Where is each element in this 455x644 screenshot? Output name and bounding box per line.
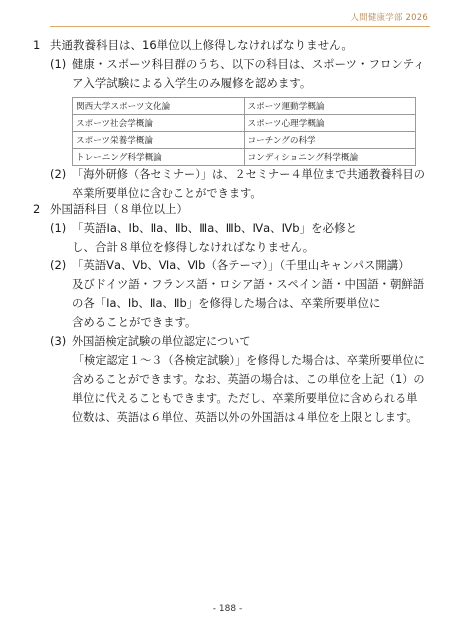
section1-item2-text xyxy=(72,165,425,203)
section1-heading: 共通教養科目は、16単位以上修得しなければなりません。 xyxy=(50,38,353,52)
header-rule xyxy=(50,26,430,27)
text-line: 単位に代えることもできます。ただし、卒業所要単位に含められる単 xyxy=(72,392,418,405)
text-line: 位数は、英語は６単位、英語以外の外国語は４単位を上限とします。 xyxy=(72,411,418,424)
text-line: 「英語Ⅰa、Ⅰb、Ⅱa、Ⅱb、Ⅲa、Ⅲb、Ⅳa、Ⅳb」を必修と xyxy=(72,221,358,235)
table-cell: トレーニング科学概論 xyxy=(73,149,245,166)
table-row xyxy=(73,132,416,149)
restricted-subjects-table xyxy=(72,97,416,166)
table-cell: コンディショニング科学概論 xyxy=(244,149,416,166)
section2-number: 2 xyxy=(33,202,41,216)
section1-number: 1 xyxy=(33,38,41,52)
text-line: 及びドイツ語・フランス語・ロシア語・スペイン語・中国語・朝鮮語 xyxy=(72,277,425,291)
table-row xyxy=(73,115,416,132)
text-line: 「検定認定１～３（各検定試験）」を修得した場合は、卒業所要単位に xyxy=(73,354,425,367)
table-row xyxy=(73,98,416,115)
text-line: の各「Ⅰa、Ⅰb、Ⅱa、Ⅱb」を修得した場合は、卒業所要単位に xyxy=(72,296,381,310)
text-line: 含めることができます。なお、英語の場合は、この単位を上記（1）の xyxy=(72,373,425,386)
section1-item2-marker: (2) xyxy=(50,167,67,181)
table-cell: コーチングの科学 xyxy=(244,132,416,149)
page-number: - 188 - xyxy=(212,604,243,614)
section2-item3-text xyxy=(72,332,425,427)
table-cell: スポーツ社会学概論 xyxy=(73,115,245,132)
section1-item1-marker: (1) xyxy=(50,57,67,71)
text-line: 卒業所要単位に含むことができます。 xyxy=(72,187,262,200)
table-cell: スポーツ心理学概論 xyxy=(244,115,416,132)
text-line: ア入学試験による入学生のみ履修を認めます。 xyxy=(72,76,312,90)
section1-item1-text xyxy=(72,55,425,93)
text-line: 「海外研修（各セミナー）」は、２セミナー４単位まで共通教養科目の xyxy=(72,168,425,181)
table-cell: 関西大学スポーツ文化論 xyxy=(73,98,245,115)
running-header-label: 人間健康学部 2026 xyxy=(350,13,428,23)
section2-item1-marker: (1) xyxy=(50,221,67,235)
text-line: 外国語検定試験の単位認定について xyxy=(72,335,251,348)
text-line: 健康・スポーツ科目群のうち、以下の科目は、スポーツ・フロンティ xyxy=(72,57,425,71)
text-line: 含めることができます。 xyxy=(72,315,197,329)
section2-item1-text xyxy=(72,219,357,257)
section2-item2-text xyxy=(72,256,424,332)
section2-item3-marker: (3) xyxy=(50,334,67,348)
text-line: し、合計８単位を修得しなければなりません。 xyxy=(72,240,315,254)
table-cell: スポーツ栄養学概論 xyxy=(73,132,245,149)
section2-item2-marker: (2) xyxy=(50,258,67,272)
section2-heading: 外国語科目（８単位以上） xyxy=(50,202,188,216)
text-line: 「英語Ⅴa、Ⅴb、Ⅵa、Ⅵb（各テーマ）」（千里山キャンパス開講） xyxy=(72,258,410,272)
table-row xyxy=(73,149,416,166)
table-cell: スポーツ運動学概論 xyxy=(244,98,416,115)
